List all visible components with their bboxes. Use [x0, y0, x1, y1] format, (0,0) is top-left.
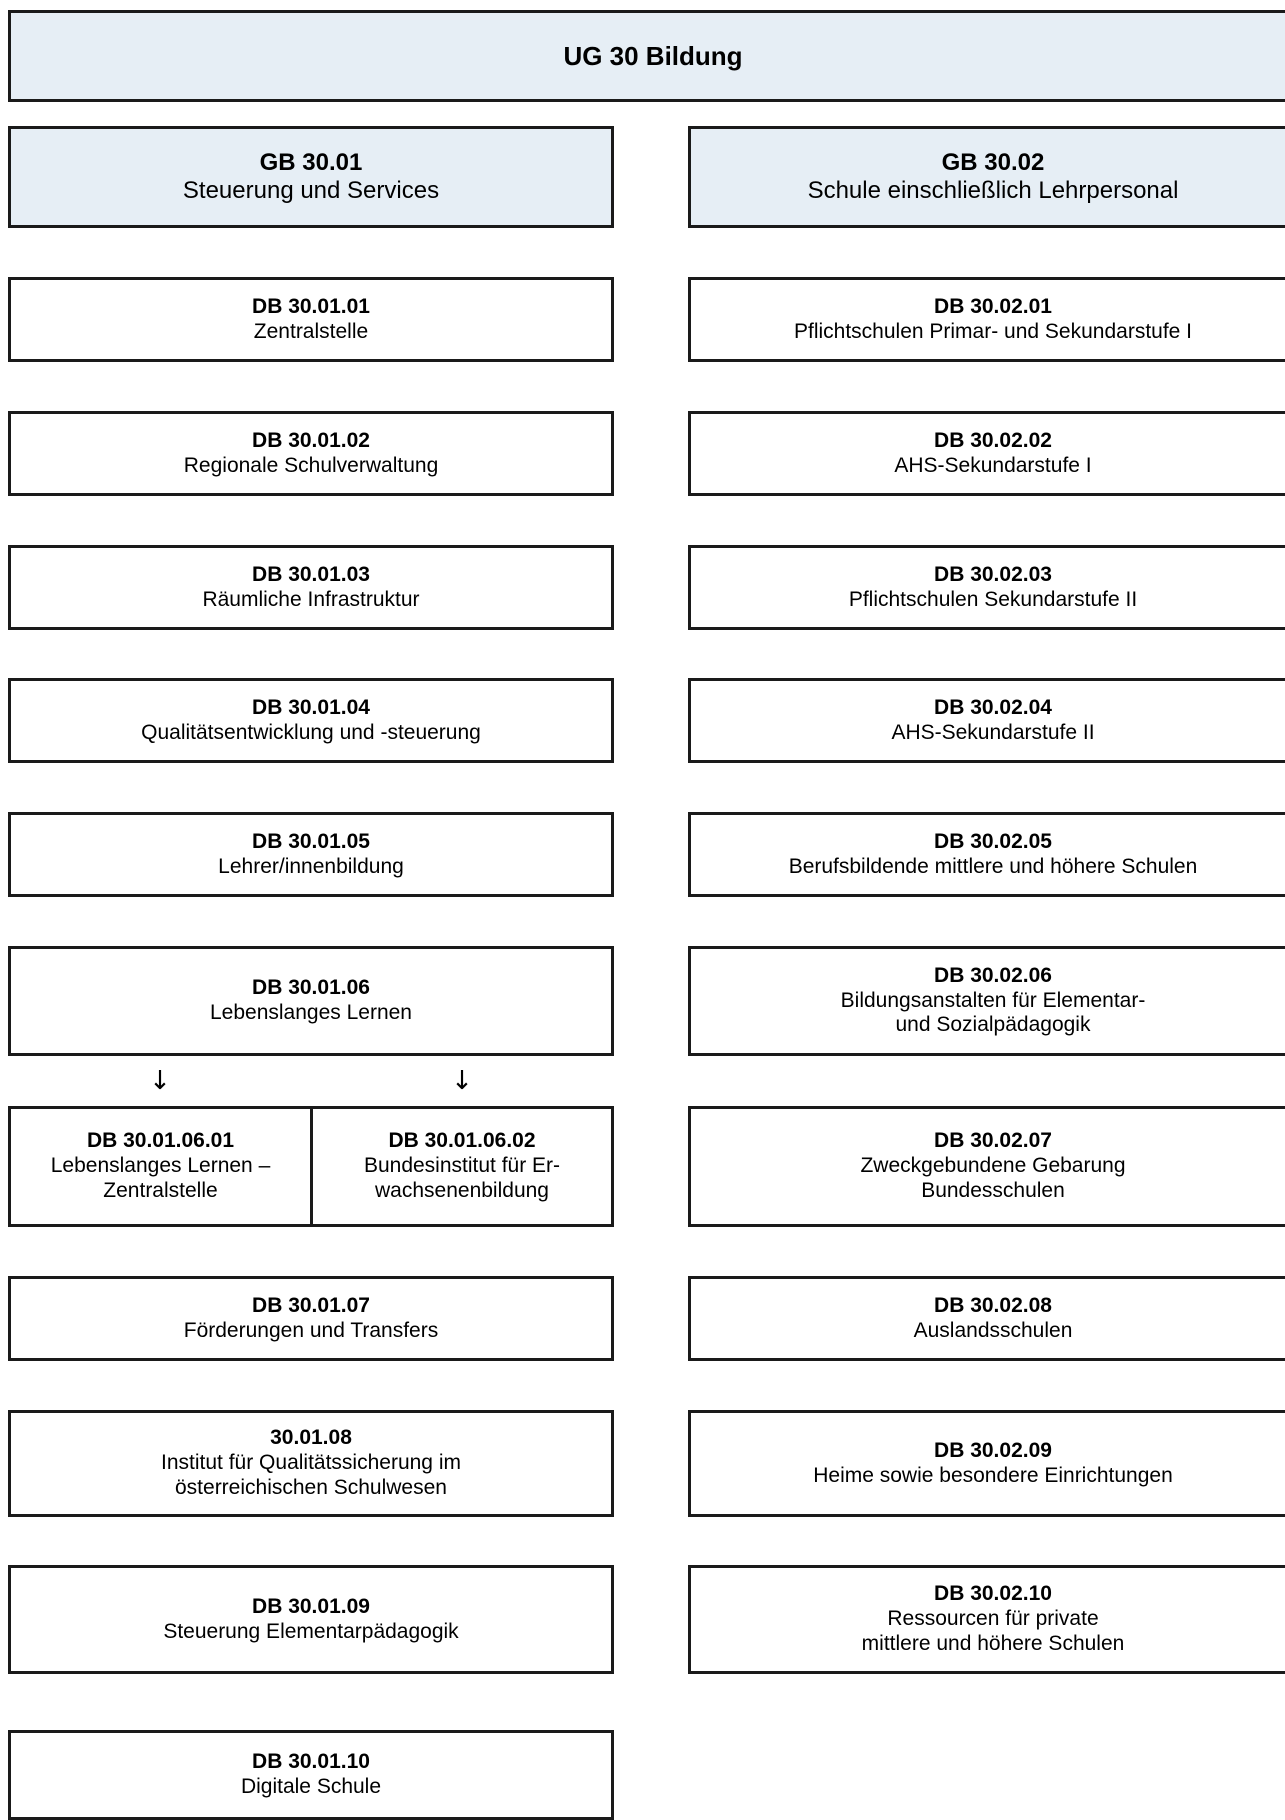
item-box-30-02-03 — [688, 545, 1285, 630]
sub-item-box-30-01-06-01 — [8, 1106, 313, 1227]
item-label: Räumliche Infrastruktur — [202, 587, 420, 611]
down-arrow-icon: ↓ — [149, 1066, 171, 1096]
item-box-30-02-07 — [688, 1106, 1285, 1227]
item-label: Pflichtschulen Sekundarstufe II — [848, 587, 1138, 611]
item-code: DB 30.01.02 — [252, 428, 370, 452]
group-box-30-02 — [688, 126, 1285, 228]
item-label: Pflichtschulen Primar- und Sekundarstufe I — [793, 319, 1193, 343]
item-code: DB 30.02.02 — [934, 428, 1052, 452]
item-label: Steuerung Elementarpädagogik — [163, 1619, 459, 1643]
item-code: DB 30.01.07 — [252, 1293, 370, 1317]
item-label: Heime sowie besondere Einrichtungen — [813, 1463, 1173, 1487]
down-arrow-icon: ↓ — [451, 1066, 473, 1096]
item-label: Lehrer/innenbildung — [218, 854, 404, 878]
item-box-30-02-08 — [688, 1276, 1285, 1361]
item-code: DB 30.01.10 — [252, 1750, 370, 1774]
item-box-30-01-04 — [8, 678, 614, 763]
title-box — [8, 10, 1285, 102]
item-box-30-01-10 — [8, 1730, 614, 1820]
item-box-30-01-05 — [8, 812, 614, 897]
item-code: DB 30.01.06 — [252, 976, 370, 1000]
item-code: DB 30.02.09 — [934, 1438, 1052, 1462]
item-label: Berufsbildende mittlere und höhere Schulen — [788, 854, 1198, 878]
item-box-30-01-09 — [8, 1565, 614, 1674]
item-code: DB 30.01.06.02 — [388, 1129, 536, 1153]
item-code: DB 30.02.08 — [934, 1293, 1052, 1317]
item-code: DB 30.01.05 — [252, 829, 370, 853]
item-box-30-02-06 — [688, 946, 1285, 1056]
item-box-30-01-02 — [8, 411, 614, 496]
item-code: DB 30.01.06.01 — [86, 1129, 235, 1153]
item-box-30-02-05 — [688, 812, 1285, 897]
item-box-30-02-01 — [688, 277, 1285, 362]
item-code: DB 30.01.01 — [252, 294, 370, 318]
item-code: DB 30.02.10 — [934, 1582, 1052, 1606]
item-label: Ressourcen für private mittlere und höhere Schulen — [861, 1607, 1125, 1655]
item-label: Auslandsschulen — [913, 1318, 1073, 1342]
item-label: Qualitätsentwicklung und -steuerung — [141, 720, 481, 744]
item-box-30-01-01 — [8, 277, 614, 362]
item-label: Zentralstelle — [253, 319, 369, 343]
item-box-30-01-03 — [8, 545, 614, 630]
item-label: Digitale Schule — [240, 1775, 382, 1798]
item-code: DB 30.02.03 — [934, 562, 1052, 586]
item-code: DB 30.02.06 — [934, 963, 1052, 987]
item-label: Förderungen und Transfers — [183, 1318, 439, 1342]
item-code: DB 30.01.03 — [252, 562, 370, 586]
group-code: GB 30.01 — [259, 148, 363, 176]
item-box-30-01-08 — [8, 1410, 614, 1517]
item-label: Bundesinstitut für Er- wachsenenbildung — [363, 1154, 561, 1202]
item-label: Regionale Schulverwaltung — [183, 453, 439, 477]
item-box-30-02-09 — [688, 1410, 1285, 1517]
item-box-30-01-07 — [8, 1276, 614, 1361]
item-box-30-01-06 — [8, 946, 614, 1056]
item-label: AHS-Sekundarstufe II — [891, 720, 1095, 744]
item-code: DB 30.02.07 — [934, 1129, 1052, 1153]
item-label: Institut für Qualitätssicherung im österreichischen Schulwesen — [161, 1451, 461, 1499]
diagram-title: UG 30 Bildung — [563, 40, 743, 71]
item-code: DB 30.01.04 — [252, 695, 370, 719]
item-box-30-02-02 — [688, 411, 1285, 496]
item-code: DB 30.02.01 — [934, 294, 1052, 318]
item-code: DB 30.02.04 — [934, 695, 1052, 719]
group-box-30-01 — [8, 126, 614, 228]
item-label: Lebenslanges Lernen – Zentralstelle — [50, 1154, 271, 1202]
item-code: 30.01.08 — [270, 1426, 352, 1450]
item-code: DB 30.01.09 — [252, 1594, 370, 1618]
group-label: Schule einschließlich Lehrpersonal — [807, 177, 1179, 204]
item-code: DB 30.02.05 — [934, 829, 1052, 853]
group-label: Steuerung und Services — [182, 177, 440, 204]
group-code: GB 30.02 — [941, 148, 1045, 176]
item-label: Bildungsanstalten für Elementar- und Sozialpädagogik — [840, 988, 1146, 1037]
item-box-30-02-04 — [688, 678, 1285, 763]
item-label: AHS-Sekundarstufe I — [894, 453, 1092, 477]
item-box-30-02-10 — [688, 1565, 1285, 1674]
item-label: Lebenslanges Lernen — [209, 1001, 412, 1024]
sub-item-box-30-01-06-02 — [310, 1106, 614, 1227]
item-label: Zweckgebundene Gebarung Bundesschulen — [860, 1154, 1126, 1202]
